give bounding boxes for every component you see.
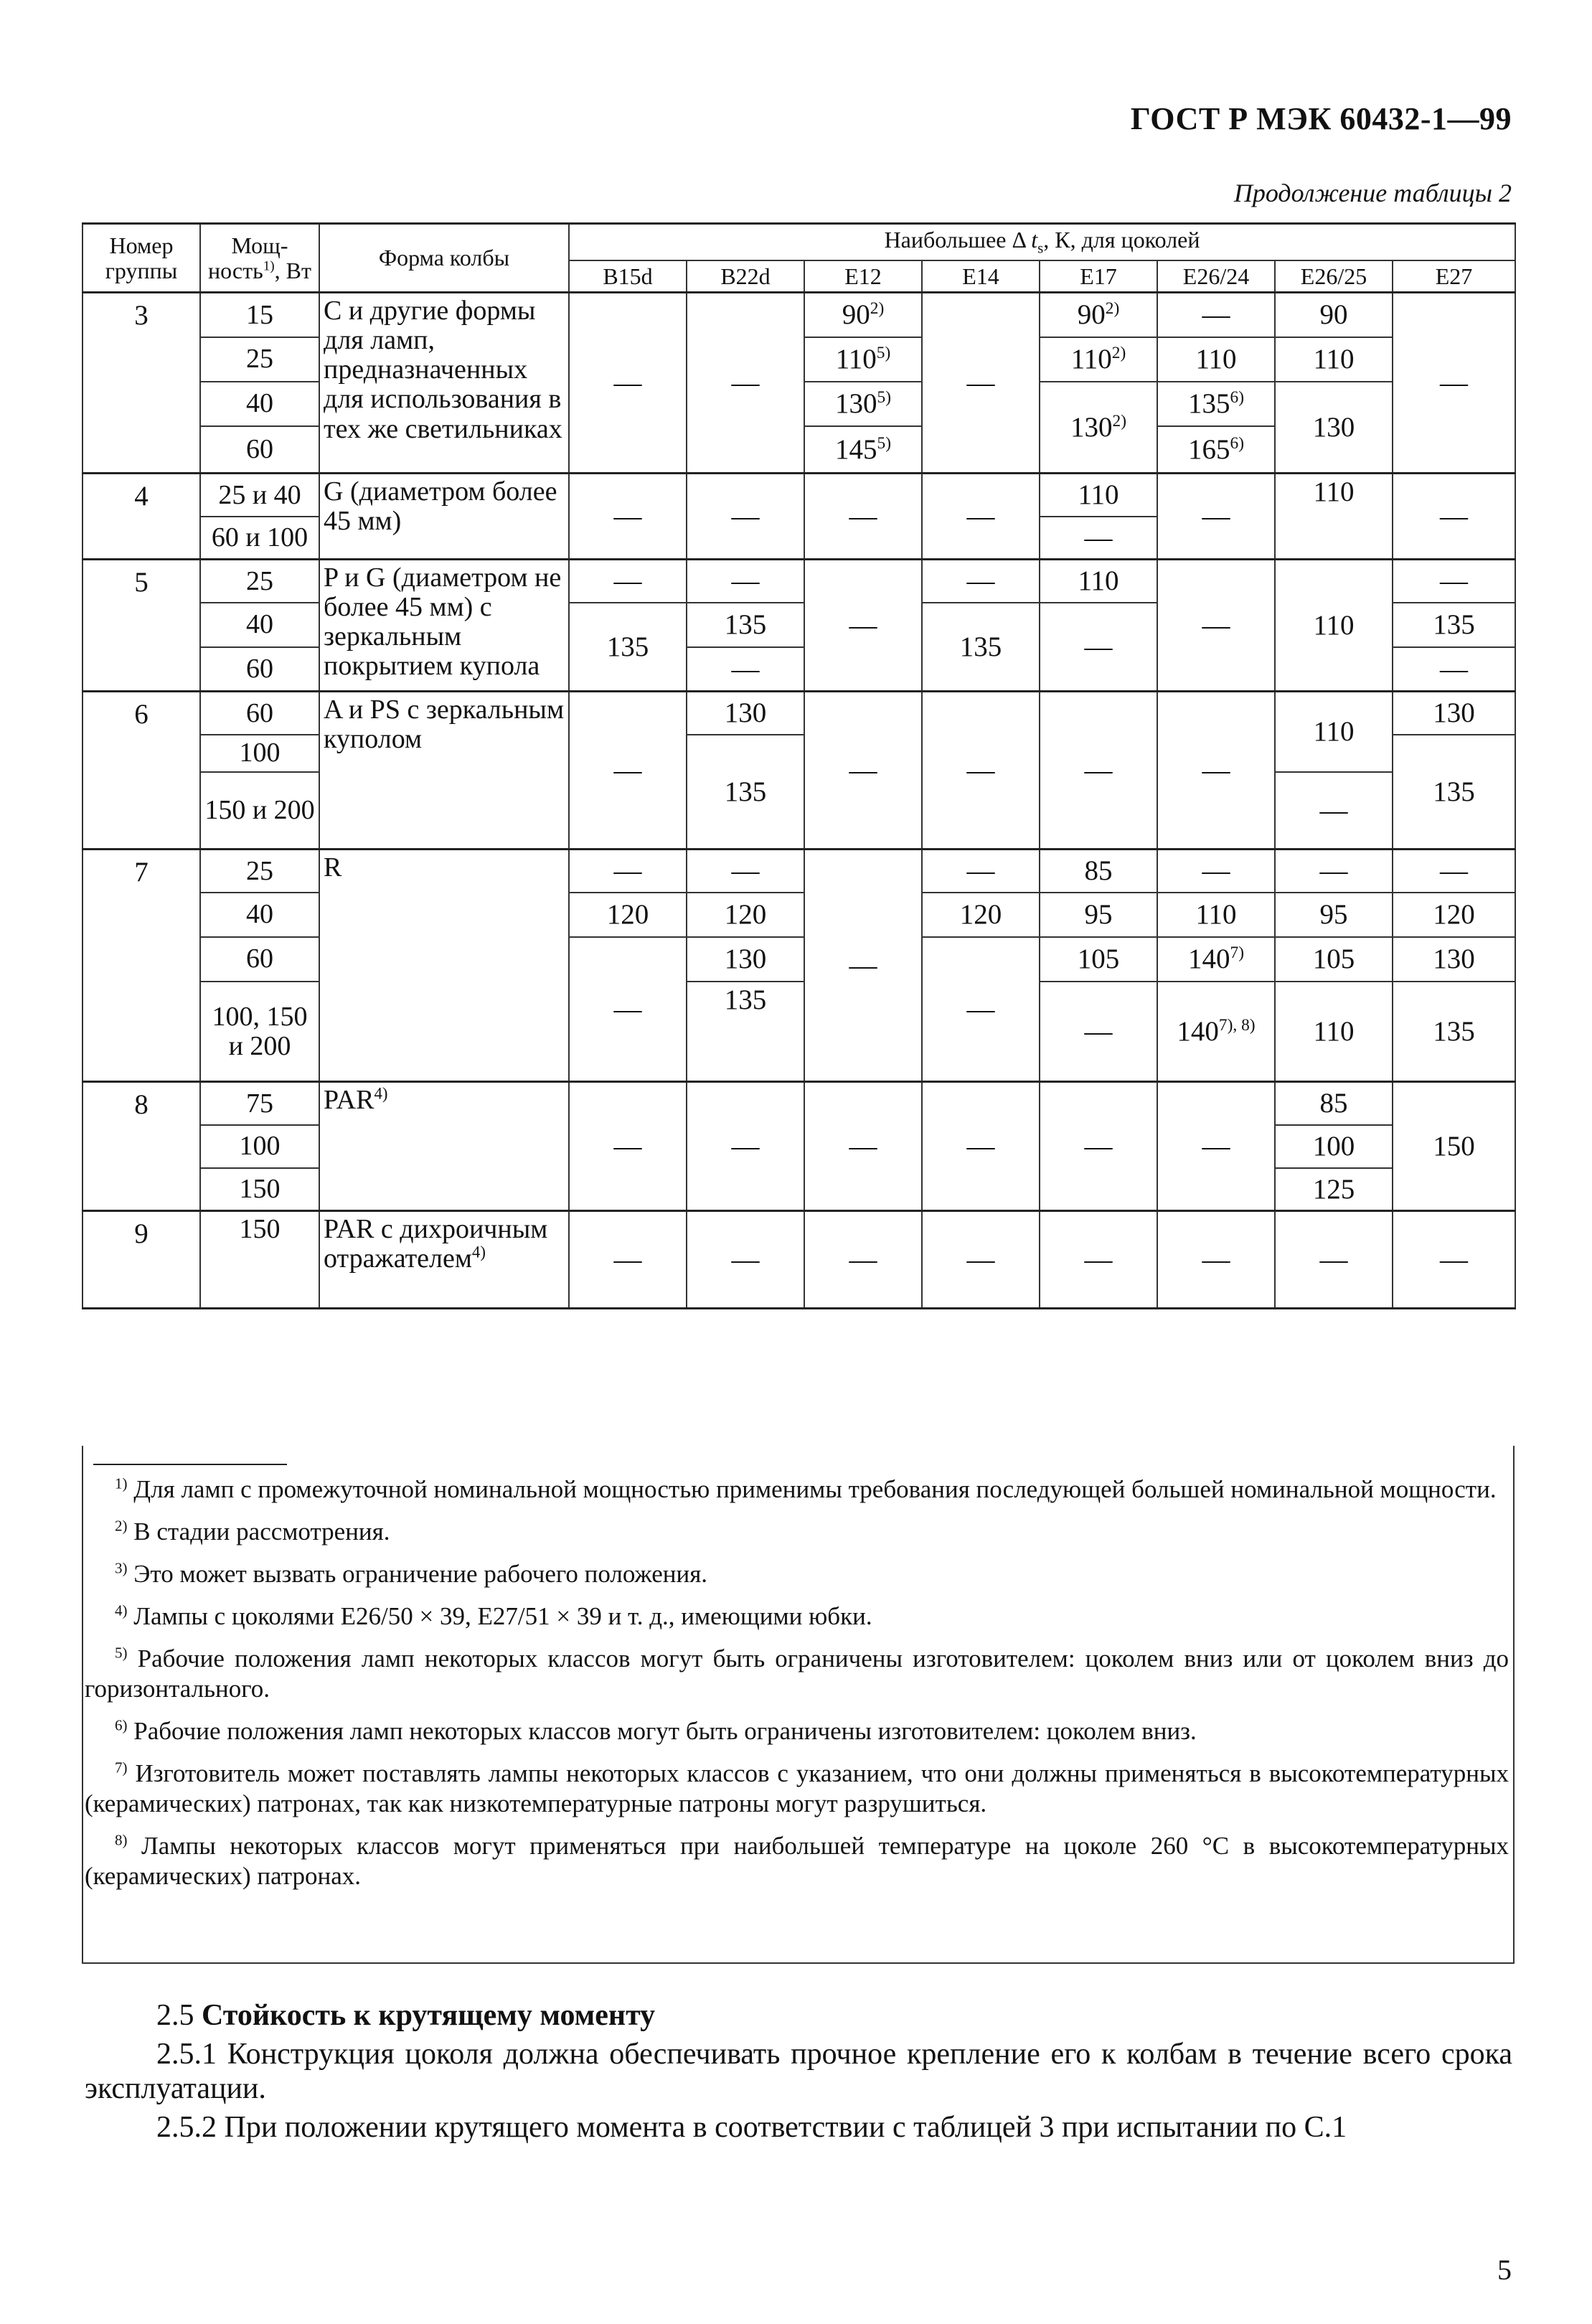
- header-base: E26/24: [1157, 260, 1275, 293]
- power-cell: 25: [200, 337, 319, 382]
- value-cell: 90: [1275, 293, 1393, 337]
- value-cell: —: [569, 692, 687, 850]
- footnote: $^{5)}$ Рабочие положения ламп некоторых классов могут быть ограничены изготовителем: цоколем вниз или от цоколем вниз до горизонтального.: [85, 1644, 1509, 1703]
- document-header: ГОСТ Р МЭК 60432-1—99: [1130, 101, 1512, 136]
- value-cell: —: [569, 1082, 687, 1211]
- header-power: Мощ- ность$^{1)}$, Вт: [200, 224, 319, 293]
- footnote-separator: [93, 1464, 287, 1465]
- bulb-form: R: [319, 850, 569, 1082]
- group-number: 7: [83, 850, 200, 1082]
- footnote: $^{2)}$ В стадии рассмотрения.: [115, 1517, 390, 1546]
- value-cell: 130: [1275, 382, 1393, 474]
- value-cell: —: [922, 937, 1040, 1082]
- value-cell: —: [1157, 1082, 1275, 1211]
- value-cell: 95: [1275, 893, 1393, 937]
- footnote: $^{1)}$ Для ламп с промежуточной номинальной мощностью применимы требования последующей большей номинальной мощности.: [115, 1474, 1497, 1503]
- table-row: [83, 893, 1515, 937]
- power-cell: 150: [200, 1168, 319, 1211]
- value-cell: 110: [1157, 893, 1275, 937]
- value-cell: —: [569, 293, 687, 474]
- table-row: [83, 474, 1515, 517]
- power-cell: 40: [200, 603, 319, 647]
- value-cell: —: [1393, 474, 1515, 560]
- paragraph: 2.5.2 При положении крутящего момента в соответствии с таблицей 3 при испытании по С.1: [156, 2111, 1347, 2144]
- value-cell: —: [569, 937, 687, 1082]
- value-cell: —: [1040, 692, 1157, 850]
- value-cell: 110: [1040, 560, 1157, 603]
- value-cell: —: [687, 647, 804, 692]
- power-cell: 150: [200, 1211, 319, 1309]
- value-cell: —: [922, 293, 1040, 474]
- value-cell: $140^{7), 8)}$: [1157, 982, 1275, 1082]
- value-cell: —: [1040, 982, 1157, 1082]
- value-cell: —: [687, 474, 804, 560]
- value-cell: 135: [569, 603, 687, 692]
- value-cell: 135: [687, 982, 804, 1082]
- footnote: $^{8)}$ Лампы некоторых классов могут применяться при наибольшей температуре на цоколе 260 °С в высокотемпературных (керамических) патронах.: [85, 1831, 1509, 1890]
- value-cell: —: [687, 560, 804, 603]
- header-base: E27: [1393, 260, 1515, 293]
- value-cell: —: [922, 474, 1040, 560]
- group-number: 6: [83, 692, 200, 850]
- value-cell: 130: [1393, 937, 1515, 982]
- footnote: $^{7)}$ Изготовитель может поставлять лампы некоторых классов с указанием, что они должны применяться в высокотемпературных (керамических) патронах, так как низкотемпературные патроны могут разрушиться.: [85, 1759, 1509, 1817]
- header-base: B15d: [569, 260, 687, 293]
- value-cell: —: [1040, 603, 1157, 692]
- value-cell: —: [1393, 293, 1515, 474]
- power-cell: 75: [200, 1082, 319, 1125]
- table-row: [83, 850, 1515, 893]
- bulb-form: С и другие формы для ламп, предназначенных для использования в тех же светильниках: [319, 293, 569, 474]
- power-cell: 100: [200, 1125, 319, 1168]
- value-cell: —: [922, 1211, 1040, 1309]
- value-cell: 110: [1275, 474, 1393, 560]
- value-cell: 130$^{2)}$: [1040, 382, 1157, 474]
- value-cell: 135: [1393, 982, 1515, 1082]
- value-cell: —: [804, 692, 922, 850]
- header-base: E12: [804, 260, 922, 293]
- group-number: 9: [83, 1211, 200, 1309]
- group-number: 4: [83, 474, 200, 560]
- value-cell: —: [922, 692, 1040, 850]
- header-base: E17: [1040, 260, 1157, 293]
- power-cell: 60: [200, 937, 319, 982]
- value-cell: —: [804, 1082, 922, 1211]
- value-cell: 120: [922, 893, 1040, 937]
- table-row: [83, 937, 1515, 982]
- power-cell: 25 и 40: [200, 474, 319, 517]
- power-cell: 100, 150 и 200: [200, 982, 319, 1082]
- value-cell: 110$^{2)}$: [1040, 337, 1157, 382]
- value-cell: 105: [1040, 937, 1157, 982]
- page-number: 5: [1497, 2254, 1512, 2286]
- value-cell: 110: [1040, 474, 1157, 517]
- footnote: $^{6)}$ Рабочие положения ламп некоторых классов могут быть ограничены изготовителем: цоколем вниз.: [115, 1716, 1197, 1745]
- header-max-delta: Наибольшее Δ $t_s$, К, для цоколей: [569, 224, 1515, 260]
- table-caption: Продолжение таблицы 2: [1233, 179, 1512, 207]
- power-cell: 150 и 200: [200, 772, 319, 850]
- value-cell: —: [804, 560, 922, 692]
- lamp-temperature-table: [82, 222, 1516, 1309]
- table-row: [83, 1082, 1515, 1125]
- value-cell: 135: [687, 735, 804, 850]
- footnote: $^{3)}$ Это может вызвать ограничение рабочего положения.: [115, 1559, 708, 1588]
- value-cell: 110: [1275, 982, 1393, 1082]
- value-cell: —: [804, 1211, 922, 1309]
- power-cell: 60: [200, 426, 319, 474]
- value-cell: 100: [1275, 1125, 1393, 1168]
- value-cell: 85: [1275, 1082, 1393, 1125]
- value-cell: 135$^{6)}$: [1157, 382, 1275, 426]
- value-cell: 135: [687, 603, 804, 647]
- value-cell: —: [1393, 850, 1515, 893]
- value-cell: 90$^{2)}$: [1040, 293, 1157, 337]
- bulb-form: G (диаметром более 45 мм): [319, 474, 569, 560]
- power-cell: 40: [200, 893, 319, 937]
- value-cell: 110$^{5)}$: [804, 337, 922, 382]
- value-cell: —: [1157, 293, 1275, 337]
- value-cell: 135: [922, 603, 1040, 692]
- value-cell: —: [1393, 1211, 1515, 1309]
- value-cell: 85: [1040, 850, 1157, 893]
- value-cell: —: [1157, 692, 1275, 850]
- value-cell: —: [687, 1211, 804, 1309]
- power-cell: 60: [200, 647, 319, 692]
- value-cell: —: [1275, 772, 1393, 850]
- power-cell: 25: [200, 850, 319, 893]
- group-number: 8: [83, 1082, 200, 1211]
- bulb-form: PAR с дихроичным отражателем$^{4)}$: [319, 1211, 569, 1309]
- table-row: [83, 982, 1515, 1082]
- header-group-number: Номер группы: [83, 224, 200, 293]
- body-text: [85, 1998, 1512, 2149]
- value-cell: 95: [1040, 893, 1157, 937]
- value-cell: 135: [1393, 603, 1515, 647]
- group-number: 3: [83, 293, 200, 474]
- power-cell: 100: [200, 735, 319, 772]
- value-cell: —: [569, 560, 687, 603]
- value-cell: —: [804, 474, 922, 560]
- footnote: $^{4)}$ Лампы с цоколями E26/50 × 39, E27/51 × 39 и т. д., имеющими юбки.: [115, 1601, 872, 1630]
- value-cell: —: [569, 850, 687, 893]
- header-base: E26/25: [1275, 260, 1393, 293]
- power-cell: 40: [200, 382, 319, 426]
- bulb-form: P и G (диаметром не более 45 мм) с зеркальным покрытием купола: [319, 560, 569, 692]
- value-cell: —: [1157, 474, 1275, 560]
- value-cell: 110: [1275, 692, 1393, 772]
- group-number: 5: [83, 560, 200, 692]
- value-cell: —: [687, 1082, 804, 1211]
- power-cell: 60 и 100: [200, 517, 319, 560]
- paragraph: 2.5.1 Конструкция цоколя должна обеспечивать прочное крепление его к колбам в течение всего срока эксплуатации.: [85, 2038, 1512, 2105]
- value-cell: —: [1157, 850, 1275, 893]
- section-heading: 2.5 Стойкость к крутящему моменту: [156, 1999, 656, 2032]
- header-bulb-form: Форма колбы: [319, 224, 569, 293]
- header-base: E14: [922, 260, 1040, 293]
- value-cell: 165$^{6)}$: [1157, 426, 1275, 474]
- value-cell: —: [1040, 517, 1157, 560]
- value-cell: —: [1275, 1211, 1393, 1309]
- value-cell: —: [569, 1211, 687, 1309]
- value-cell: —: [922, 1082, 1040, 1211]
- value-cell: —: [1393, 560, 1515, 603]
- value-cell: 150: [1393, 1082, 1515, 1211]
- value-cell: —: [922, 850, 1040, 893]
- value-cell: —: [1157, 1211, 1275, 1309]
- value-cell: —: [922, 560, 1040, 603]
- table-row: [83, 1211, 1515, 1309]
- value-cell: —: [687, 293, 804, 474]
- value-cell: 135: [1393, 735, 1515, 850]
- table-row: [83, 692, 1515, 735]
- bulb-form: A и PS с зеркальным куполом: [319, 692, 569, 850]
- value-cell: 120: [569, 893, 687, 937]
- value-cell: 120: [687, 893, 804, 937]
- value-cell: —: [687, 850, 804, 893]
- value-cell: 120: [1393, 893, 1515, 937]
- value-cell: 130$^{5)}$: [804, 382, 922, 426]
- value-cell: 110: [1157, 337, 1275, 382]
- table-row: [83, 293, 1515, 337]
- value-cell: —: [1393, 647, 1515, 692]
- value-cell: 90$^{2)}$: [804, 293, 922, 337]
- value-cell: 140$^{7)}$: [1157, 937, 1275, 982]
- table-footnotes: [85, 1474, 1509, 1904]
- value-cell: 145$^{5)}$: [804, 426, 922, 474]
- value-cell: —: [1040, 1082, 1157, 1211]
- value-cell: —: [1157, 560, 1275, 692]
- power-cell: 15: [200, 293, 319, 337]
- value-cell: —: [804, 850, 922, 1082]
- bulb-form: PAR$^{4)}$: [319, 1082, 569, 1211]
- value-cell: —: [569, 474, 687, 560]
- value-cell: 125: [1275, 1168, 1393, 1211]
- value-cell: —: [1275, 850, 1393, 893]
- power-cell: 25: [200, 560, 319, 603]
- power-cell: 60: [200, 692, 319, 735]
- value-cell: —: [1040, 1211, 1157, 1309]
- value-cell: 130: [687, 937, 804, 982]
- header-base: B22d: [687, 260, 804, 293]
- value-cell: 110: [1275, 560, 1393, 692]
- table-row: [83, 560, 1515, 603]
- value-cell: 110: [1275, 337, 1393, 382]
- value-cell: 130: [1393, 692, 1515, 735]
- value-cell: 105: [1275, 937, 1393, 982]
- value-cell: 130: [687, 692, 804, 735]
